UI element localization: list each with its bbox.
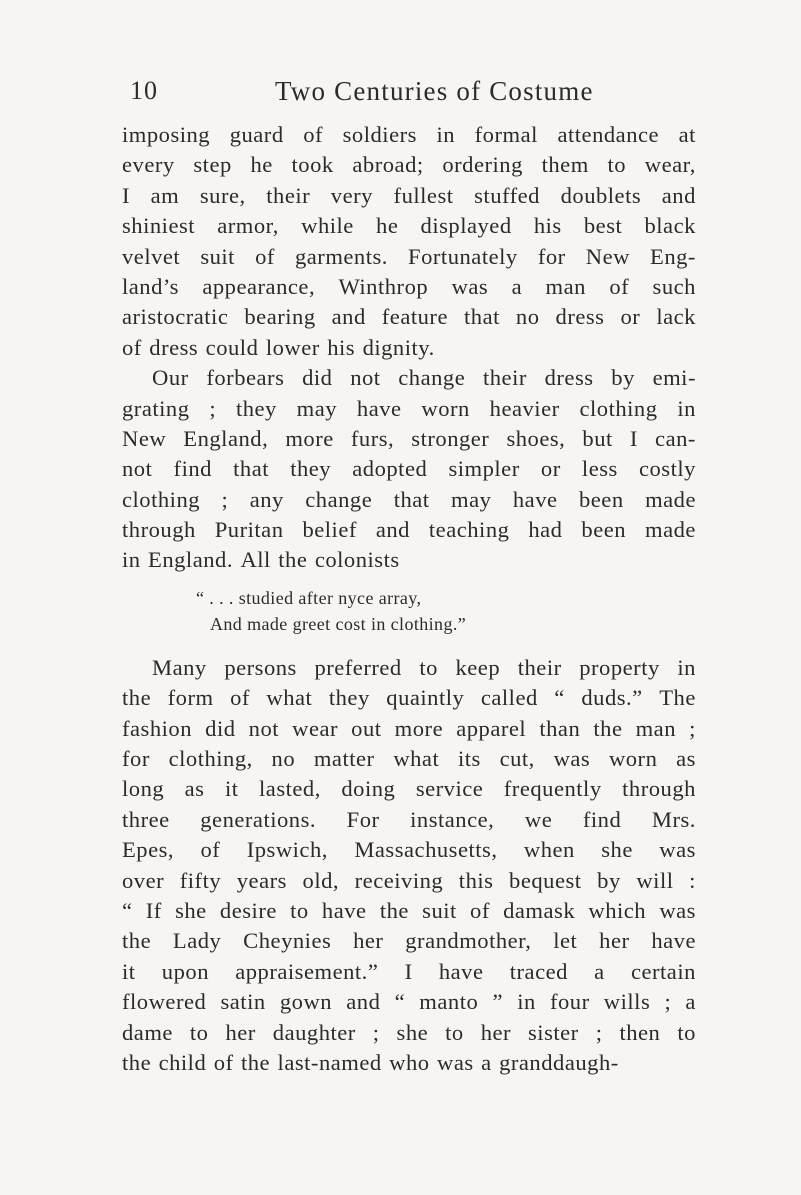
text-line: Many persons preferred to keep their property in — [152, 654, 696, 680]
text-line: over fifty years old, receiving this bequest by will : — [122, 867, 696, 893]
text-line: dame to her daughter ; she to her sister ; then to — [122, 1019, 696, 1045]
text-line: three generations. For instance, we find Mrs. — [122, 806, 696, 832]
text-line: fashion did not wear out more apparel than the man ; — [122, 715, 696, 741]
text-line: the child of the last-named who was a granddaugh- — [122, 1049, 619, 1075]
text-line: imposing guard of soldiers in formal attendance at — [122, 122, 696, 147]
paragraph — [122, 363, 696, 576]
text-line: Epes, of Ipswich, Massachusetts, when she was — [122, 837, 696, 863]
text-line: New England, more furs, stronger shoes, but I can- — [122, 425, 696, 451]
running-title: Two Centuries of Costume — [275, 76, 594, 106]
text-line: aristocratic bearing and feature that no dress or lack — [122, 304, 696, 330]
text-line: in England. All the colonists — [122, 547, 400, 573]
text-line: land’s appearance, Winthrop was a man of such — [122, 273, 696, 299]
block-quote — [122, 585, 696, 637]
text-line: through Puritan belief and teaching had been made — [122, 517, 696, 543]
text-line: I am sure, their very fullest stuffed doublets and — [122, 182, 696, 208]
text-line: grating ; they may have worn heavier clothing in — [122, 395, 696, 421]
quote-line: And made greet cost in clothing.” — [210, 613, 467, 634]
text-line: long as it lasted, doing service frequently through — [122, 776, 696, 802]
text-line: clothing ; any change that may have been made — [122, 486, 696, 512]
text-line: for clothing, no matter what its cut, was worn as — [122, 746, 696, 772]
text-line: shiniest armor, while he displayed his best black — [122, 213, 696, 239]
text-line: flowered satin gown and “ manto ” in four wills ; a — [122, 989, 696, 1015]
paragraph — [122, 120, 696, 363]
paragraph — [122, 653, 696, 1078]
text-line: velvet suit of garments. Fortunately for New Eng- — [122, 243, 696, 269]
text-line: Our forbears did not change their dress by emi- — [152, 365, 696, 391]
text-line: it upon appraisement.” I have traced a certain — [122, 958, 696, 984]
text-line: “ If she desire to have the suit of damask which was — [122, 897, 696, 923]
text-line: every step he took abroad; ordering them to wear, — [122, 152, 696, 178]
page-number: 10 — [130, 76, 158, 105]
page-header — [130, 76, 700, 110]
text-line: of dress could lower his dignity. — [122, 334, 435, 360]
text-line: the form of what they quaintly called “ duds.” The — [122, 685, 696, 711]
page-body — [122, 120, 696, 1078]
text-line: not find that they adopted simpler or less costly — [122, 456, 696, 482]
text-line: the Lady Cheynies her grandmother, let her have — [122, 928, 696, 954]
quote-line: “ . . . studied after nyce array, — [196, 587, 422, 608]
